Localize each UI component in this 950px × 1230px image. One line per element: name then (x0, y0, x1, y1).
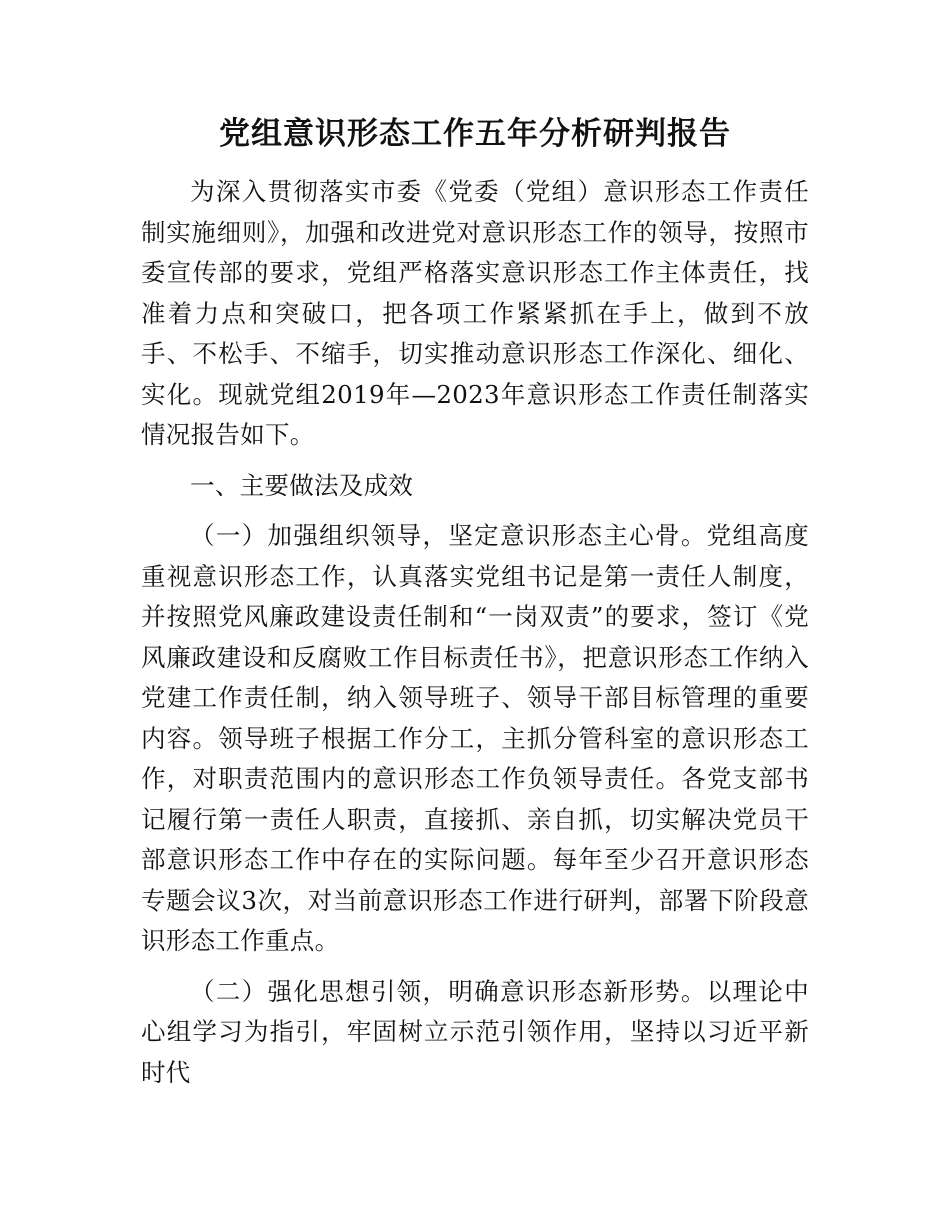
document-body (141, 172, 809, 1093)
section-heading: 一、主要做法及成效 (190, 470, 414, 500)
document-title: 党组意识形态工作五年分析研判报告 (219, 116, 731, 152)
paragraph-spacer (141, 506, 809, 516)
paragraph-spacer (141, 456, 809, 466)
intro-paragraph: 为深入贯彻落实市委《党委（党组）意识形态工作责任制实施细则》，加强和改进党对意识形态工作的领导，按照市委宣传部的要求，党组严格落实意识形态工作主体责任，找准着力点和突破口，把各项工作紧紧抓在手上，做到不放手、不松手、不缩手，切实推动意识形态工作深化、细化、实化。现就党组2019年—2023年意识形态工作责任制落实情况报告如下。 (141, 177, 809, 449)
paragraph-spacer (141, 962, 809, 972)
paragraph-organization: （一）加强组织领导，坚定意识形态主心骨。党组高度重视意识形态工作，认真落实党组书记是第一责任人制度，并按照党风廉政建设责任制和“一岗双责”的要求，签订《党风廉政建设和反腐败工作目标责任书》，把意识形态工作纳入党建工作责任制，纳入领导班子、领导干部目标管理的重要内容。领导班子根据工作分工，主抓分管科室的意识形态工作，对职责范围内的意识形态工作负领导责任。各党支部书记履行第一责任人职责，直接抓、亲自抓，切实解决党员干部意识形态工作中存在的实际问题。每年至少召开意识形态专题会议3次，对当前意识形态工作进行研判，部署下阶段意识形态工作重点。 (141, 521, 809, 955)
paragraph-ideology: （二）强化思想引领，明确意识形态新形势。以理论中心组学习为指引，牢固树立示范引领作用，坚持以习近平新时代 (141, 976, 809, 1087)
